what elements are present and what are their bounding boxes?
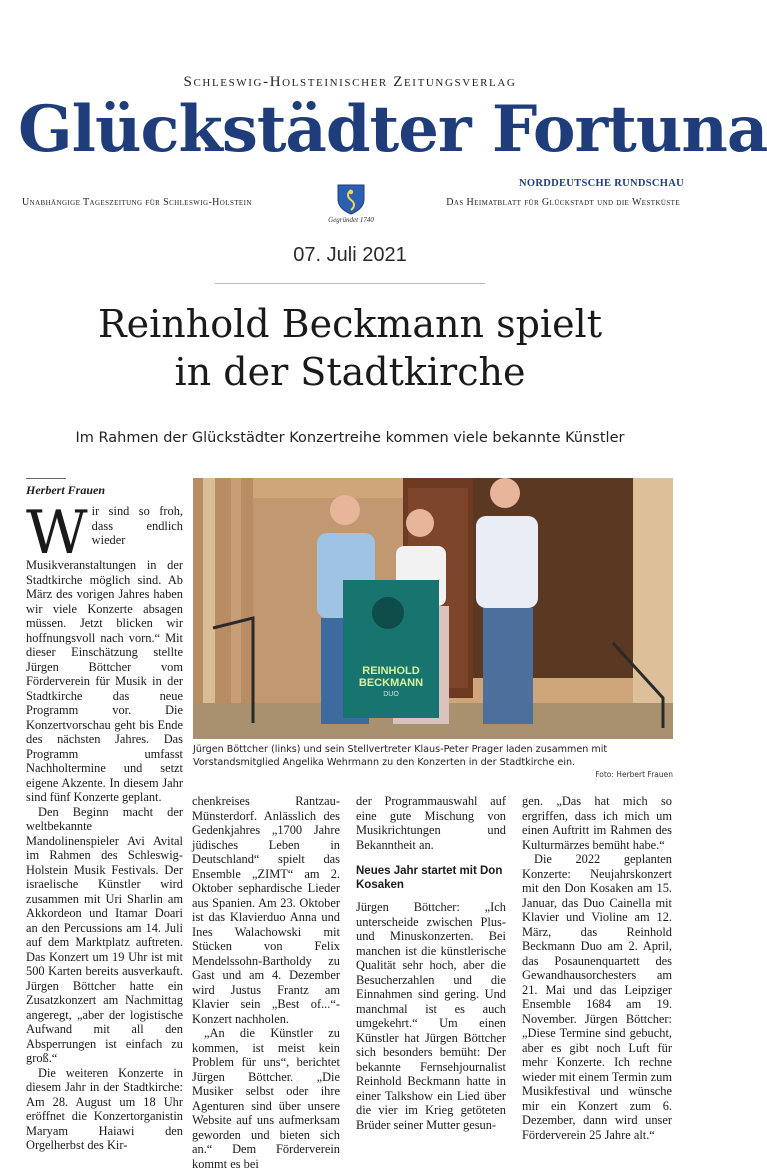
date-divider <box>215 283 485 284</box>
tagline-left: Unabhängige Tageszeitung für Schleswig-Holstein <box>22 197 252 208</box>
paragraph: Die weiteren Konzerte in diesem Jahr in der Stadtkirche: Am 28. August um 18 Uhr eröffnet die Konzertorganistin Maryam Haiawi den Orgelherbst des Kir- <box>26 1065 183 1152</box>
article-column-4 <box>522 794 672 1168</box>
publisher-line: Schleswig-Holsteinischer Zeitungsverlag <box>183 74 517 90</box>
poster-name-line-1: REINHOLD <box>362 665 420 677</box>
paragraph: Jürgen Böttcher: „Ich unterscheide zwischen Plus- und Minuskonzerten. Bei manchen ist die künstlerische Qualität sehr hoch, aber die Besucherzahlen und die Einnahmen sind gering. Und manchmal ist es auch umgekehrt.“ Um einen Künstler hat Jürgen Böttcher sich besonders bemüht: Der bekannte Fernsehjournalist Reinhold Beckmann hatte in einer Talkshow ein Lied über die vier im Krieg getöteten Brüder seiner Mutter gesun- <box>356 900 506 1132</box>
poster-name-line-2: BECKMANN <box>358 677 424 689</box>
paragraph: gen. „Das hat mich so ergriffen, dass ich mich um einen Auftritt im Rahmen des Kulturmärzes bemüht habe.“ <box>522 794 672 852</box>
paragraph: Den Beginn macht der weltbekannte Mandolinenspieler Avi Avital im Rahmen des Schleswig-Holstein Musik Festivals. Der israelische Künstler wird zusammen mit Uri Sharlin am Akkordeon und Itamar Doari an den Percussions am 14. Juli auf dem Marktplatz auftreten. Das Konzert um 19 Uhr ist mit 500 Karten bereits ausverkauft. Jürgen Böttcher hatte ein Zusatzkonzert am Nachmittag angeregt, „aber der logistische Aufwand mit all den Absperrungen ist einfach zu groß.“ <box>26 804 183 1065</box>
poster-duo-label: DUO <box>383 691 399 698</box>
newspaper-title: Glückstädter Fortuna <box>18 92 767 167</box>
photo-credit: Foto: Herbert Frauen <box>595 770 673 779</box>
article-column-2 <box>192 794 340 1171</box>
article-column-1 <box>26 498 183 1168</box>
byline-rule <box>26 478 66 479</box>
tagline-right: Das Heimatblatt für Glückstadt und die Westküste <box>446 197 680 208</box>
headline-line-2: in der Stadtkirche <box>174 350 526 394</box>
edition-label: NORDDEUTSCHE RUNDSCHAU <box>519 178 684 189</box>
article-column-3 <box>356 794 506 1168</box>
article-headline <box>0 300 700 396</box>
author-byline: Herbert Frauen <box>26 483 106 497</box>
article-subline: Im Rahmen der Glückstädter Konzertreihe kommen viele bekannte Künstler <box>75 430 625 446</box>
coat-of-arms-icon <box>336 183 366 215</box>
issue-date: 07. Juli 2021 <box>293 244 407 266</box>
paragraph: Wir sind so froh, dass endlich wieder Musikveranstaltungen in der Stadtkirche möglich sind. Ab März des vorigen Jahres haben wir viele Konzerte absagen müssen. Jetzt blicken wir hoffnungsvoll nach vorn.“ Mit dieser Einschätzung stellte Jürgen Böttcher vom Förderverein für Musik in der Stadtkirche das neue Programm vor. Die Konzertvorschau geht bis Ende des nächsten Jahres. Das Programm umfasst Nachholtermine und setzt eigene Akzente. In diesem Jahr sind fünf Konzerte geplant. <box>26 498 183 804</box>
dropcap: W <box>26 498 88 568</box>
paragraph: der Programmauswahl auf eine gute Mischung von Musikrichtungen und Bekanntheit an. <box>356 794 506 852</box>
founded-year: Gegründet 1740 <box>328 216 374 224</box>
paragraph: chenkreises Rantzau-Münsterdorf. Anlässlich des Gedenkjahres „1700 Jahre jüdisches Leben in Deutschland“ spielt das Ensemble „ZIMT“ am 2. Oktober sephardische Lieder aus Spanien. Am 23. Oktober ist das Klavierduo Anna und Ines Walachowski mit Stücken von Felix Mendelssohn-Bartholdy zu Gast und am 4. Dezember wird Justus Frantz am Klavier sein „Best of...“-Konzert nachholen. <box>192 794 340 1026</box>
headline-line-1: Reinhold Beckmann spielt <box>98 302 602 346</box>
photo-caption: Jürgen Böttcher (links) und sein Stellvertreter Klaus-Peter Prager laden zusammen mit Vorstandsmitglied Angelika Wehrmann zu den Konzerten in der Stadtkirche ein. <box>193 744 608 768</box>
paragraph: Die 2022 geplanten Konzerte: Neujahrskonzert mit den Don Kosaken am 15. Januar, das Duo Cainella mit Klavier und Violine am 12. März, das Reinhold Beckmann Duo am 2. April, das Posaunenquartett des Gewandhausorchesters am 21. Mai und das Leipziger Ensemble 1684 am 19. November. Jürgen Böttcher: „Diese Termine sind gebucht, aber es gibt noch Luft für mehr Konzerte. Ich rechne wieder mit einem Termin zum Musikfestival und wünsche mir ein Konzert zum 6. Dezember, dann wird unser Förderverein 25 Jahre alt.“ <box>522 852 672 1142</box>
subheading: Neues Jahr startet mit Don Kosaken <box>356 865 503 891</box>
article-photo <box>193 478 673 739</box>
paragraph: „An die Künstler zu kommen, ist meist kein Problem für uns“, berichtet Jürgen Böttcher. „Die Musiker selbst oder ihre Agenturen sind über unsere Website auf uns aufmerksam geworden und bieten sich an.“ Dem Förderverein kommt es bei <box>192 1026 340 1171</box>
